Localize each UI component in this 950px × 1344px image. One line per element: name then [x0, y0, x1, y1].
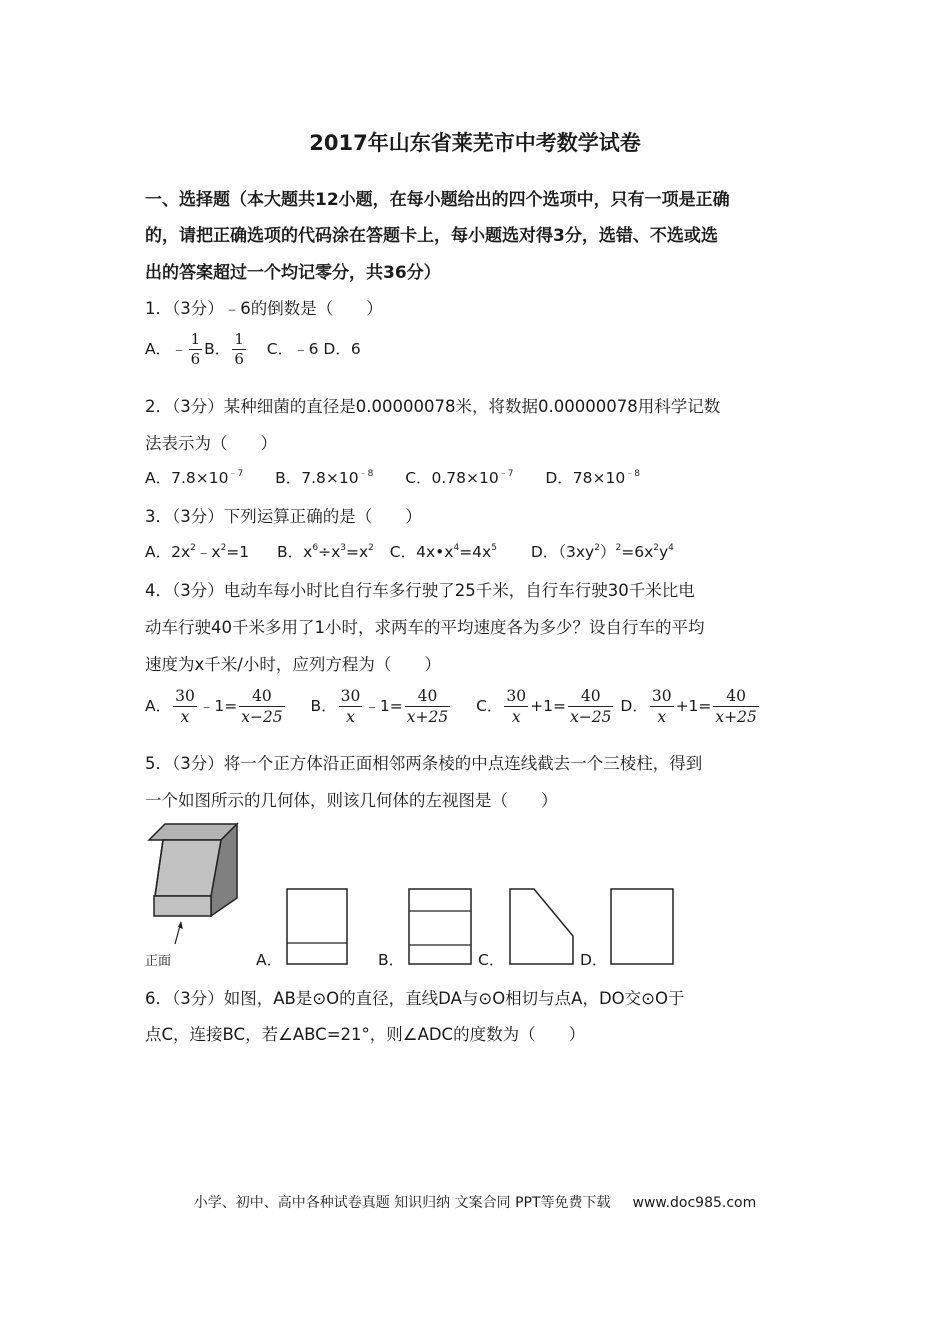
- q3-stem: 3．（3分）下列运算正确的是（ ）: [145, 507, 422, 526]
- section-heading-line-2: 的，请把正确选项的代码涂在答题卡上，每小题选对得3分，选错、不选或选: [145, 226, 718, 246]
- q5-option-b-view: [408, 888, 472, 966]
- q3-option-b: B．$x^6\div x^3=x^2$: [277, 543, 374, 561]
- q4-stem-line-3: 速度为x千米/小时，应列方程为（ ）: [145, 655, 441, 674]
- q3-option-d: D．$(3xy^2)^2=6x^2y^4$: [530, 543, 674, 561]
- page-footer: [0, 1192, 950, 1212]
- q2-option-b: B．$7.8\times 10^{﹣8}$: [275, 469, 374, 487]
- q1-stem: 1．（3分）﹣6的倒数是（ ）: [145, 299, 383, 318]
- footer-url[interactable]: www.doc985.com: [632, 1195, 757, 1211]
- front-arrow-head: [178, 921, 183, 929]
- q4-stem-line-2: 动车行驶40千米多用了1小时，求两车的平均速度各为多少？设自行车的平均: [145, 618, 705, 637]
- section-heading-line-3: 出的答案超过一个均记零分，共36分）: [145, 263, 441, 283]
- q1-option-b-label: B．: [204, 340, 231, 358]
- q5-option-b-label: B．: [378, 951, 405, 969]
- q4-option-b: B． $\frac{30}{x}$ ﹣1= $\frac{40}{x+25}$: [310, 687, 449, 726]
- q5-stem-line-1: 5．（3分）将一个正方体沿正面相邻两条棱的中点连线截去一个三棱柱，得到: [145, 754, 703, 773]
- q4-option-c: C． $\frac{30}{x}$ +1= $\frac{40}{x-25}$: [476, 687, 612, 726]
- q2-stem-line-2: 法表示为（ ）: [145, 434, 277, 453]
- q1-option-b-fraction: $\frac{1}{6}$: [234, 330, 244, 368]
- q2-option-d: D．$78\times 10^{﹣8}$: [545, 469, 640, 487]
- q1-option-c: C．﹣6: [266, 340, 319, 358]
- q4-options: [145, 686, 761, 727]
- q5-option-d-label: D．: [580, 951, 608, 969]
- front-label: 正面: [145, 954, 172, 969]
- q5-option-a-label: A．: [256, 951, 283, 969]
- q3-option-a: A．$2x^2﹣x^2=1$: [145, 543, 250, 561]
- q5-solid-figure: [145, 820, 245, 950]
- q2-option-c: C．$0.78\times 10^{﹣7}$: [405, 469, 514, 487]
- q2-stem-line-1: 2．（3分）某种细菌的直径是0.00000078米，将数据0.00000078用科学记数: [145, 397, 721, 416]
- q3-option-c: C．$4x•x^4=4x^5$: [389, 543, 497, 561]
- q5-option-c-label: C．: [478, 951, 505, 969]
- q2-option-a: A．$7.8\times 10^{﹣7}$: [145, 469, 244, 487]
- q1-option-d: D．6: [323, 340, 361, 358]
- q1-option-a-fraction: $\frac{1}{6}$: [190, 330, 201, 368]
- q4-stem-line-1: 4．（3分）电动车每小时比自行车多行驶了25千米，自行车行驶30千米比电: [145, 581, 695, 600]
- q4-option-d: D． $\frac{30}{x}$ +1= $\frac{40}{x+25}$: [620, 687, 757, 726]
- q5-option-d-view: [610, 888, 674, 966]
- footer-text: 小学、初中、高中各种试卷真题 知识归纳 文案合同 PPT等免费下载: [193, 1195, 611, 1211]
- q5-stem-line-2: 一个如图所示的几何体，则该几何体的左视图是（ ）: [145, 791, 558, 810]
- q4-option-a: A． $\frac{30}{x}$ ﹣1= $\frac{40}{x-25}$: [145, 687, 283, 726]
- q1-option-a-sign: ﹣: [171, 340, 187, 358]
- solid-slanted-face: [155, 840, 221, 896]
- q6-stem-line-1: 6．（3分）如图，AB是⊙O的直径，直线DA与⊙O相切与点A，DO交⊙O于: [145, 989, 685, 1008]
- q1-option-a-label: A．: [145, 340, 172, 358]
- q1-options: [145, 330, 361, 369]
- page-title: 2017年山东省莱芜市中考数学试卷: [309, 131, 641, 155]
- q5-option-a-view: [286, 888, 348, 966]
- q5-option-c-view: [509, 888, 575, 966]
- section-heading-line-1: 一、选择题（本大题共12小题，在每小题给出的四个选项中，只有一项是正确: [145, 190, 730, 210]
- q6-stem-line-2: 点C，连接BC，若∠ABC=21°，则∠ADC的度数为（ ）: [145, 1025, 586, 1044]
- solid-front-face: [154, 896, 211, 916]
- q2-options: [145, 466, 640, 488]
- q3-options: [145, 540, 674, 562]
